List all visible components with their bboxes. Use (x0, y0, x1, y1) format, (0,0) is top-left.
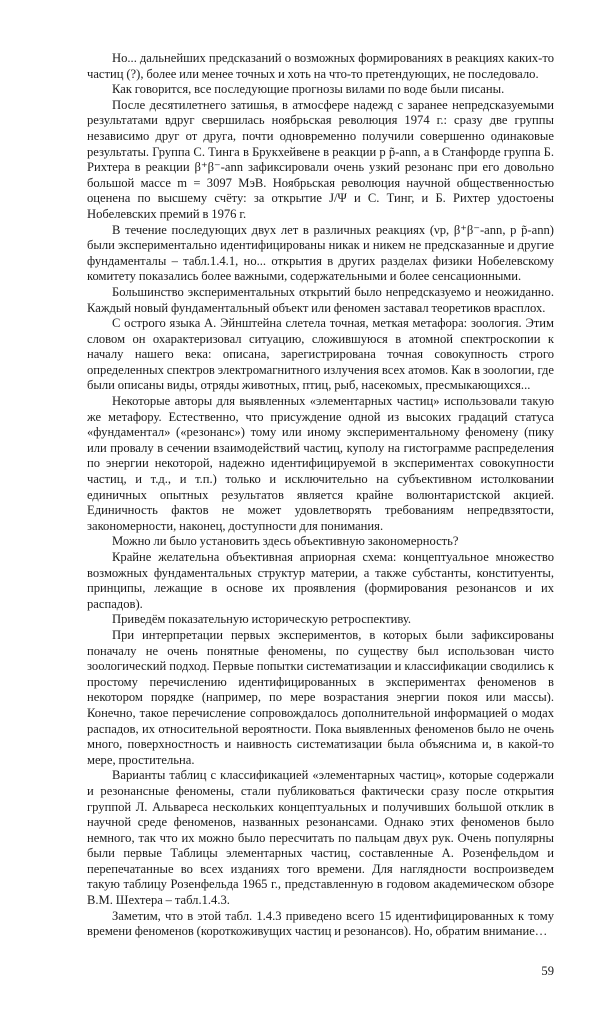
paragraph: Некоторые авторы для выявленных «элементарных частиц» использовали такую же метафору. Естественно, что присуждение одной из высоких градаций статуса «фундаментал» («резонанс») тому или иному экспериментальному феномену (пику или провалу в сечении взаимодействий частиц, куполу на гистограмме распределения по энергии некоторой, надежно идентифицируемой в экспериментах совокупности частиц, и т.д., и т.п.) только и исключительно на субъективном истолковании единичных опытных результатов является крайне волюнтаристской акцией. Единичность фактов не может удовлетворять требованиям непредвзятости, закономерности, наконец, доступности для понимания. (87, 394, 554, 533)
paragraph: Можно ли было установить здесь объективную закономерность? (112, 534, 459, 549)
paragraph: Но... дальнейших предсказаний о возможных формированиях в реакциях каких-то частиц (?), более или менее точных и хоть на что-то претендующих, не последовало. (87, 51, 554, 81)
paragraph: Заметим, что в этой табл. 1.4.3 приведено всего 15 идентифицированных к тому времени феноменов (короткоживущих частиц и резонансов). Но, обратим внимание… (87, 908, 554, 939)
paragraph: Как говорится, все последующие прогнозы вилами по воде были писаны. (112, 82, 505, 97)
page-body (87, 0, 554, 1009)
paragraph: Варианты таблиц с классификацией «элементарных частиц», которые содержали и резонансные феномены, стали публиковаться фактически сразу после открытия группой Л. Альвареса нескольких концептуальных и получивших большой отклик в научной среде феноменов, названных резонансами. Однако этих феноменов было немного, так что их можно было пересчитать по пальцам двух рук. Очень популярны были первые Таблицы элементарных частиц, составленные А. Розенфельдом и перепечатанные во всех изданиях того времени. Для наглядности воспроизведем такую таблицу Розенфельда 1965 г., представленную в годовом академическом обзоре В.М. Шехтера – табл.1.4.3. (87, 768, 554, 908)
paragraph: При интерпретации первых экспериментов, в которых были зафиксированы поначалу не очень понятные феномены, по существу был использован чисто зоологический подход. Первые попытки систематизации и классификации сводились к простому перечислению идентифицированных в экспериментах феноменов в некотором порядке (например, по мере возрастания энергии покоя или массы). Конечно, такое перечисление сопровождалось дополнительной информацией о модах распадов, их относительной вероятности. Пока выявленных феноменов было не очень много, поверхностность и наивность систематизации была объяснима и, в какой-то мере, простительна. (87, 627, 554, 767)
page-number: 59 (541, 963, 554, 978)
paragraph: С острого языка А. Эйнштейна слетела точная, меткая метафора: зоология. Этим словом он охарактеризовал ситуацию, сложившуюся в атомной спектроскопии к началу нашего века: описана, зарегистрирована точная совокупность строго определенных спектров электромагнитного излучения всех атомов. Как в зоологии, где были описаны виды, отряды животных, птиц, рыб, насекомых, пресмыкающихся... (87, 316, 554, 393)
paragraph: В течение последующих двух лет в различных реакциях (νр, β⁺β⁻-ann, р p̃-ann) были экспериментально идентифицированы никак и никем не предсказанные и другие фундаменталы – табл.1.4.1, но... открытия в других разделах физики Нобелевскому комитету показались более важными, содержательными и более сенсационными. (87, 222, 554, 284)
paragraph: Приведём показательную историческую ретроспективу. (112, 612, 412, 627)
paragraph: Большинство экспериментальных открытий было непредсказуемо и неожиданно. Каждый новый фундаментальный объект или феномен заставал теоретиков врасплох. (87, 284, 554, 315)
paragraph: Крайне желательна объективная априорная схема: концептуальное множество возможных фундаментальных структур материи, а также субстанты, конституенты, принципы, лежащие в основе их проявления (формирования резонансов и их распадов). (87, 550, 554, 611)
paragraph: После десятилетнего затишья, в атмосфере надежд с заранее непредсказуемыми результатами вдруг свершилась ноябрьская революция 1974 г.: сразу две группы независимо друг от друга, почти одновременно получили совершенно одинаковые результаты. Группа С. Тинга в Брукхейвене в реакции р p̃-ann, а в Станфорде группа Б. Рихтера в реакции β⁺β⁻-ann зафиксировали очень узкий резонанс при его довольно большой массе m = 3097 МэВ. Ноябрьская революция научной общественностью оценена по высшему счёту: за открытие J/Ψ и С. Тинг, и Б. Рихтер удостоены Нобелевских премий в 1976 г. (87, 97, 554, 221)
